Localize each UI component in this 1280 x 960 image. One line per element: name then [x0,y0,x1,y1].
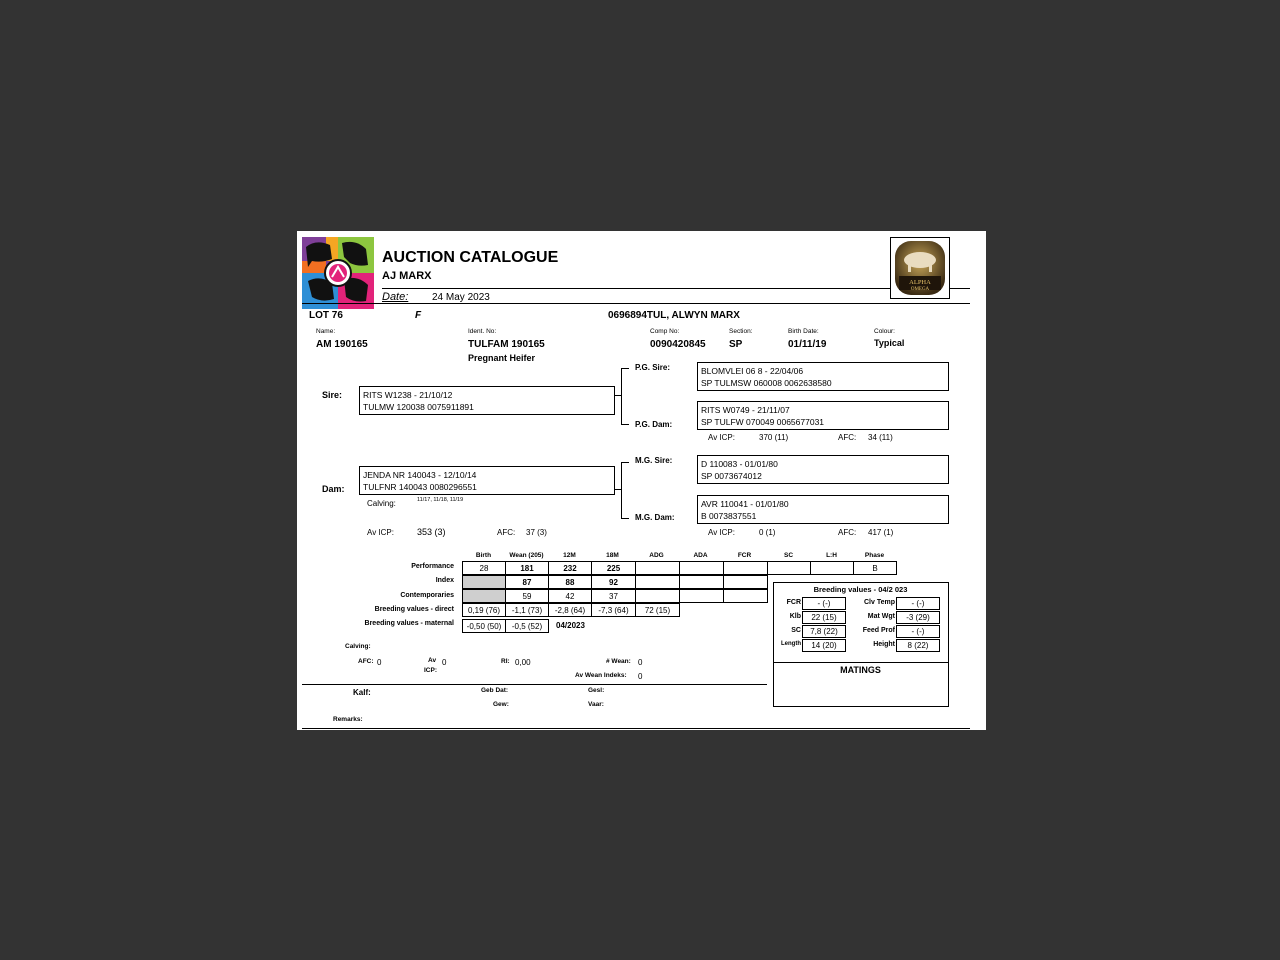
bv-matwgt-label: Mat Wgt [867,613,895,620]
calving-afc-label: AFC: [358,658,374,665]
perf-lh [810,561,854,575]
birth-date-label: Birth Date: [788,328,819,335]
dam-label: Dam: [322,484,345,494]
header-rule [382,288,970,289]
index-ada [679,575,724,589]
mg-avicp-label: Av ICP: [708,528,735,537]
bv-sc-label: SC [791,627,801,634]
row-index-label: Index [435,577,454,584]
date-label: Date: [382,291,409,303]
dam-calving-years: 11/17, 11/18, 11/19 [417,497,464,503]
comp-value: 0090420845 [650,339,706,350]
name-label: Name: [316,328,336,335]
lot-owner: 0696894TUL, ALWYN MARX [608,310,740,321]
pg-dam-label: P.G. Dam: [635,420,673,429]
mg-dam-box [697,495,949,524]
dam-line2: TULFNR 140043 0080296551 [363,482,477,492]
col-18m: 18M [606,552,619,559]
bv-height-label: Height [873,641,895,648]
pg-sire-line1: BLOMVLEI 06 8 - 22/04/06 [701,366,804,376]
perf-ada [679,561,724,575]
calf-vaar-label: Vaar: [588,701,604,708]
ident-label: Ident. No: [468,328,497,335]
calving-wean-value: 0 [638,658,643,667]
birth-date-value: 01/11/19 [788,339,827,350]
calving-ri-label: RI: [501,658,510,665]
lot-flag: F [415,310,422,321]
row-performance-label: Performance [411,563,454,570]
pg-sire-label: P.G. Sire: [635,363,670,372]
mg-avicp-value: 0 (1) [759,528,776,537]
bvd-birth: 0,19 (76) [462,603,506,617]
calving-avicp-value: 0 [442,658,447,667]
bv-klb-value: 22 (15) [802,611,846,624]
right-logo-frame [890,237,950,299]
header-rule-lower [302,303,970,304]
perf-wean: 181 [505,561,549,575]
alpha-omega-logo-icon [891,238,949,298]
col-birth: Birth [475,552,492,559]
contemp-18m: 37 [591,589,636,603]
mg-afc-value: 417 (1) [868,528,894,537]
calving-afc-value: 0 [377,658,382,667]
page-title: AUCTION CATALOGUE [382,249,559,266]
perf-12m: 232 [548,561,592,575]
dam-box [359,466,615,495]
calving-avwean-value: 0 [638,672,643,681]
bv-fcr-label: FCR [786,599,801,606]
catalogue-page [297,231,986,730]
contemp-wean: 59 [505,589,549,603]
pg-dam-line1: RITS W0749 - 21/11/07 [701,405,790,415]
calving-avicp-label-top: Av [428,657,437,664]
calf-label: Kalf: [353,688,371,697]
bv-feedprof-value: - (-) [896,625,940,638]
pg-avicp-label: Av ICP: [708,433,735,442]
perf-sc [767,561,811,575]
lot-number: LOT 76 [309,310,343,321]
index-adg [635,575,680,589]
contemp-ada [679,589,724,603]
svg-text:OMEGA: OMEGA [910,287,930,292]
pg-sire-box [697,362,949,391]
perf-18m: 225 [591,561,636,575]
dam-calving-label: Calving: [367,499,396,508]
calving-avwean-label: Av Wean Indeks: [575,672,627,679]
calf-gew-label: Gew: [493,701,509,708]
index-fcr [723,575,768,589]
perf-fcr [723,561,768,575]
bv-klb-label: Klb [789,613,801,620]
calf-gesl-label: Gesl: [588,687,605,694]
col-ada: ADA [693,552,708,559]
col-wean: Wean (205) [509,552,544,559]
contemp-12m: 42 [548,589,592,603]
col-12m: 12M [563,552,576,559]
comp-label: Comp No: [650,328,680,335]
calving-ri-value: 0,00 [515,658,531,667]
bvd-12m: -2,8 (64) [548,603,592,617]
date-value: 24 May 2023 [432,292,490,303]
bv-feedprof-label: Feed Prof [862,627,895,634]
bv-date: 04/2023 [556,621,585,630]
bv-length-label: Length [781,641,801,647]
remarks-label: Remarks: [333,716,363,723]
row-bv-maternal-label: Breeding values - maternal [364,620,454,627]
sire-box [359,386,615,415]
row-contemporaries-label: Contemporaries [400,592,454,599]
calf-rule [302,684,767,685]
bottom-rule [302,728,970,729]
bv-clvtemp-label: Clv Temp [864,599,895,606]
mg-dam-line1: AVR 110041 - 01/01/80 [701,499,789,509]
bvd-18m: -7,3 (64) [591,603,636,617]
sire-line2: TULMW 120038 0075911891 [363,402,474,412]
col-lh: L:H [826,552,837,559]
perf-adg [635,561,680,575]
colour-label: Colour: [874,328,895,335]
bv-clvtemp-value: - (-) [896,597,940,610]
mg-sire-box [697,455,949,484]
sire-bracket [621,368,622,424]
bvd-adg: 72 (15) [635,603,680,617]
mg-dam-label: M.G. Dam: [635,513,675,522]
index-18m: 92 [591,575,636,589]
pg-afc-value: 34 (11) [868,433,893,442]
col-phase: Phase [864,552,885,559]
calf-gebdat-label: Geb Dat: [481,687,509,694]
section-label: Section: [729,328,753,335]
dam-line1: JENDA NR 140043 - 12/10/14 [363,470,477,480]
contemp-adg [635,589,680,603]
section-value: SP [729,339,743,350]
calving-summary-label: Calving: [345,643,371,650]
ident-value: TULFAM 190165 [468,339,545,350]
bv-box-title: Breeding values - 04/2 023 [813,585,908,594]
bv-matwgt-value: -3 (29) [896,611,940,624]
mg-afc-label: AFC: [838,528,857,537]
dam-bracket [621,462,622,518]
mg-sire-label: M.G. Sire: [635,456,673,465]
mg-sire-line2: SP 0073674012 [701,471,762,481]
calving-wean-label: # Wean: [606,658,631,665]
bv-fcr-value: - (-) [802,597,846,610]
name-value: AM 190165 [316,339,368,350]
svg-text:ALPHA: ALPHA [909,279,931,286]
dam-avicp-value: 353 (3) [417,527,446,537]
colour-value: Typical [874,338,905,348]
breeder-name: AJ MARX [382,270,432,282]
bvm-birth: -0,50 (50) [462,619,506,633]
bv-length-value: 14 (20) [802,639,846,652]
sire-line1: RITS W1238 - 21/10/12 [363,390,453,400]
index-wean: 87 [505,575,549,589]
pg-dam-line2: SP TULFW 070049 0065677031 [701,417,825,427]
sire-label: Sire: [322,390,343,400]
dam-afc-value: 37 (3) [526,528,547,537]
perf-phase: B [853,561,897,575]
index-12m: 88 [548,575,592,589]
contemp-birth [462,589,506,603]
index-birth [462,575,506,589]
pg-sire-line2: SP TULMSW 060008 0062638580 [701,378,832,388]
pg-afc-label: AFC: [838,433,857,442]
bv-sc-value: 7,8 (22) [802,625,846,638]
bv-height-value: 8 (22) [896,639,940,652]
matings-title: MATINGS [840,665,881,675]
col-fcr: FCR [737,552,752,559]
ident-note: Pregnant Heifer [468,353,536,363]
col-adg: ADG [649,552,664,559]
row-bv-direct-label: Breeding values - direct [374,606,454,613]
mg-sire-line1: D 110083 - 01/01/80 [701,459,778,469]
dam-afc-label: AFC: [497,528,516,537]
dam-avicp-label: Av ICP: [367,528,394,537]
perf-birth: 28 [462,561,506,575]
col-sc: SC [783,552,794,559]
bvd-wean: -1,1 (73) [505,603,549,617]
pg-dam-box [697,401,949,430]
bvm-wean: -0,5 (52) [505,619,549,633]
pg-avicp-value: 370 (11) [759,433,789,442]
breed-society-logo-icon [302,237,374,309]
calving-avicp-label-bottom: ICP: [424,667,437,674]
contemp-fcr [723,589,768,603]
mg-dam-line2: B 0073837551 [701,511,757,521]
